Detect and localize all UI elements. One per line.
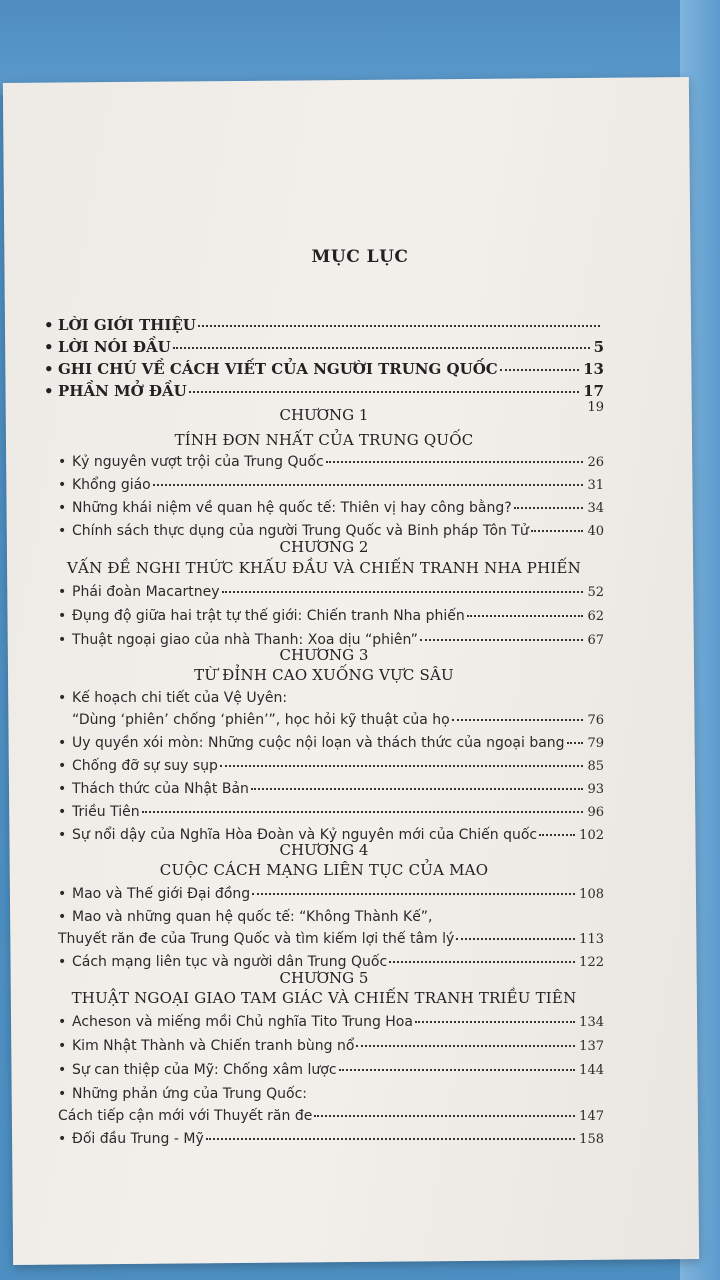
toc-entry: • Những phản ứng của Trung Quốc:: [58, 1086, 307, 1102]
toc-front-item: • LỜI GIỚI THIỆU: [44, 316, 604, 334]
chapter-heading: CHƯƠNG 4: [279, 841, 369, 859]
bullet-icon: •: [58, 827, 67, 843]
toc-title: MỤC LỤC: [311, 247, 409, 267]
dot-leader: [153, 483, 584, 486]
chapter-heading: CHƯƠNG 1: [279, 406, 369, 424]
toc-entry: • Đụng độ giữa hai trật tự thế giới: Chiến tranh Nha phiến 62: [58, 608, 604, 624]
toc-entry: • Kim Nhật Thành và Chiến tranh bùng nổ 137: [58, 1038, 604, 1054]
bullet-icon: •: [58, 735, 67, 751]
toc-entry-continuation: “Dùng ‘phiên’ chống ‘phiên’”, học hỏi kỹ thuật của họ 76: [72, 712, 604, 728]
bullet-icon: •: [58, 523, 67, 539]
bullet-icon: •: [58, 1086, 67, 1102]
toc-entry: • Cách mạng liên tục và người dân Trung Quốc 122: [58, 954, 604, 970]
bullet-icon: •: [58, 500, 67, 516]
toc-entry: • Chính sách thực dụng của người Trung Quốc và Binh pháp Tôn Tử 40: [58, 523, 604, 539]
toc-entry-continuation: Cách tiếp cận mới với Thuyết răn đe 147: [58, 1108, 604, 1124]
toc-entry: • Mao và Thế giới Đại đồng 108: [58, 886, 604, 902]
dot-leader: [252, 892, 575, 895]
chapter-title: VẤN ĐỀ NGHI THỨC KHẤU ĐẦU VÀ CHIẾN TRANH NHA PHIẾN: [67, 559, 581, 577]
dot-leader: [452, 718, 584, 721]
toc-entry: • Sự nổi dậy của Nghĩa Hòa Đoàn và Kỷ nguyên mới của Chiến quốc 102: [58, 827, 604, 843]
dot-leader: [220, 764, 584, 767]
dot-leader: [467, 614, 584, 617]
dot-leader: [314, 1114, 575, 1117]
bullet-icon: •: [58, 954, 67, 970]
bullet-icon: •: [58, 781, 67, 797]
toc-entry: • Sự can thiệp của Mỹ: Chống xâm lược 144: [58, 1062, 604, 1078]
toc-front-item: • LỜI NÓI ĐẦU 5: [44, 338, 604, 356]
toc-entry: • Kỷ nguyên vượt trội của Trung Quốc 26: [58, 454, 604, 470]
bullet-icon: •: [58, 1014, 67, 1030]
chapter-title: TỪ ĐỈNH CAO XUỐNG VỰC SÂU: [194, 666, 454, 684]
dot-leader: [500, 368, 579, 371]
bullet-icon: •: [58, 886, 67, 902]
chapter-intro-page: 19: [587, 400, 604, 415]
bullet-icon: •: [58, 909, 67, 925]
bullet-icon: •: [58, 477, 67, 493]
dot-leader: [420, 638, 584, 641]
bullet-icon: •: [58, 454, 67, 470]
toc-entry: • Mao và những quan hệ quốc tế: “Không Thành Kế”,: [58, 909, 433, 925]
chapter-heading: CHƯƠNG 3: [279, 646, 369, 664]
bullet-icon: •: [58, 584, 67, 600]
dot-leader: [142, 810, 584, 813]
dot-leader: [206, 1137, 575, 1140]
dot-leader: [456, 937, 575, 940]
dot-leader: [539, 833, 575, 836]
bullet-icon: •: [58, 608, 67, 624]
toc-entry: • Thách thức của Nhật Bản 93: [58, 781, 604, 797]
dot-leader: [251, 787, 584, 790]
toc-entry: • Kế hoạch chi tiết của Vệ Uyên:: [58, 690, 288, 706]
toc-entry: • Những khái niệm về quan hệ quốc tế: Thiên vị hay công bằng? 34: [58, 500, 604, 516]
toc-entry: • Acheson và miếng mồi Chủ nghĩa Tito Trung Hoa 134: [58, 1014, 604, 1030]
toc-entry: • Khổng giáo 31: [58, 477, 604, 493]
bullet-icon: •: [58, 758, 67, 774]
dot-leader: [326, 460, 584, 463]
bullet-icon: •: [58, 1062, 67, 1078]
toc-entry: • Đối đầu Trung - Mỹ 158: [58, 1131, 604, 1147]
dot-leader: [531, 529, 584, 532]
chapter-heading: CHƯƠNG 2: [279, 538, 369, 556]
bullet-icon: •: [58, 1131, 67, 1147]
bullet-icon: •: [44, 382, 54, 400]
toc-front-item: • PHẦN MỞ ĐẦU 17: [44, 382, 604, 400]
toc-entry: • Chống đỡ sự suy sụp 85: [58, 758, 604, 774]
dot-leader: [389, 960, 575, 963]
bullet-icon: •: [44, 316, 54, 334]
bullet-icon: •: [44, 360, 54, 378]
bullet-icon: •: [58, 632, 67, 648]
bullet-icon: •: [58, 1038, 67, 1054]
toc-entry: • Triều Tiên 96: [58, 804, 604, 820]
toc-entry-continuation: Thuyết răn đe của Trung Quốc và tìm kiếm lợi thế tâm lý 113: [58, 931, 604, 947]
dot-leader: [415, 1020, 575, 1023]
bullet-icon: •: [44, 338, 54, 356]
dot-leader: [567, 741, 584, 744]
bullet-icon: •: [58, 804, 67, 820]
dot-leader: [514, 506, 584, 509]
toc-entry: • Thuật ngoại giao của nhà Thanh: Xoa dịu “phiên” 67: [58, 632, 604, 648]
toc-entry: • Uy quyền xói mòn: Những cuộc nội loạn và thách thức của ngoại bang 79: [58, 735, 604, 751]
toc-entry: • Phái đoàn Macartney 52: [58, 584, 604, 600]
dot-leader: [339, 1068, 576, 1071]
chapter-heading: CHƯƠNG 5: [279, 969, 369, 987]
dot-leader: [356, 1044, 575, 1047]
dot-leader: [189, 390, 579, 393]
dot-leader: [198, 324, 600, 327]
dot-leader: [222, 590, 584, 593]
chapter-title: CUỘC CÁCH MẠNG LIÊN TỤC CỦA MAO: [159, 861, 489, 879]
toc-front-item: • GHI CHÚ VỀ CÁCH VIẾT CỦA NGƯỜI TRUNG QUỐC 13: [44, 360, 604, 378]
chapter-title: TÍNH ĐƠN NHẤT CỦA TRUNG QUỐC: [174, 431, 474, 449]
bullet-icon: •: [58, 690, 67, 706]
dot-leader: [173, 346, 590, 349]
chapter-title: THUẬT NGOẠI GIAO TAM GIÁC VÀ CHIẾN TRANH TRIỀU TIÊN: [71, 989, 577, 1007]
